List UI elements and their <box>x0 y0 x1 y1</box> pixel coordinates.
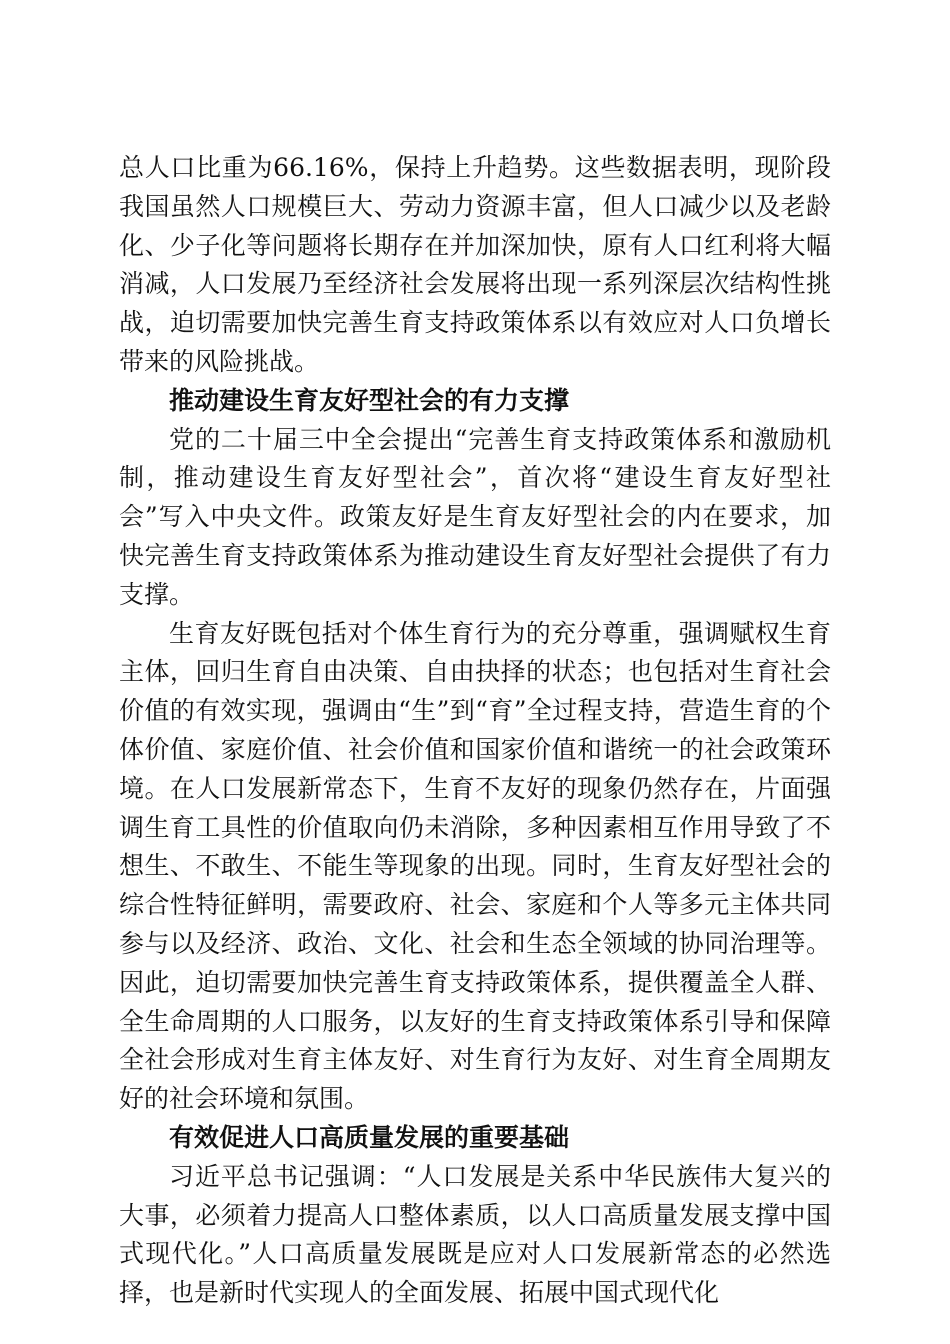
paragraph: 习近平总书记强调：“人口发展是关系中华民族伟大复兴的大事，必须着力提高人口整体素质，以人口高质量发展支撑中国式现代化。”人口高质量发展既是应对人口发展新常态的必然选择，也是新时代实现人的全面发展、拓展中国式现代化 <box>119 1161 831 1308</box>
document-body <box>119 149 831 1313</box>
paragraph-continuation: 总人口比重为66.16%，保持上升趋势。这些数据表明，现阶段我国虽然人口规模巨大、劳动力资源丰富，但人口减少以及老龄化、少子化等问题将长期存在并加深加快，原有人口红利将大幅消减，人口发展乃至经济社会发展将出现一系列深层次结构性挑战，迫切需要加快完善生育支持政策体系以有效应对人口负增长带来的风险挑战。 <box>119 153 831 376</box>
section-heading-fertility-friendly-society: 推动建设生育友好型社会的有力支撑 <box>169 385 570 415</box>
paragraph: 党的二十届三中全会提出“完善生育支持政策体系和激励机制，推动建设生育友好型社会”，首次将“建设生育友好型社会”写入中央文件。政策友好是生育友好型社会的内在要求，加快完善生育支持政策体系为推动建设生育友好型社会提供了有力支撑。 <box>119 424 831 609</box>
paragraph: 生育友好既包括对个体生育行为的充分尊重，强调赋权生育主体，回归生育自由决策、自由抉择的状态；也包括对生育社会价值的有效实现，强调由“生”到“育”全过程支持，营造生育的个体价值、家庭价值、社会价值和国家价值和谐统一的社会政策环境。在人口发展新常态下，生育不友好的现象仍然存在，片面强调生育工具性的价值取向仍未消除，多种因素相互作用导致了不想生、不敢生、不能生等现象的出现。同时，生育友好型社会的综合性特征鲜明，需要政府、社会、家庭和个人等多元主体共同参与以及经济、政治、文化、社会和生态全领域的协同治理等。因此，迫切需要加快完善生育支持政策体系，提供覆盖全人群、全生命周期的人口服务，以友好的生育支持政策体系引导和保障全社会形成对生育主体友好、对生育行为友好、对生育全周期友好的社会环境和氛围。 <box>119 618 831 1114</box>
section-heading-population-quality-development: 有效促进人口高质量发展的重要基础 <box>169 1122 570 1152</box>
